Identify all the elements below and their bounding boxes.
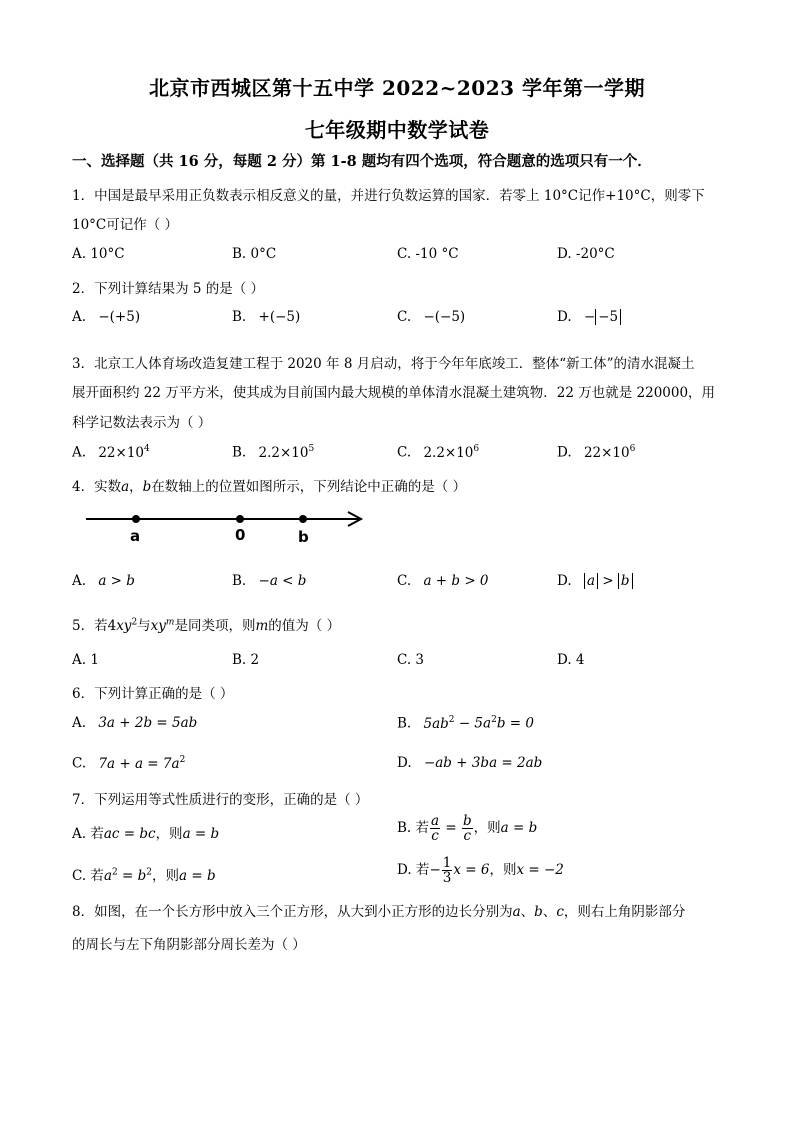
- q5-option-c: C. 3: [397, 652, 425, 668]
- q5-term1-var: xy: [116, 618, 132, 634]
- q6-option-c-label: C.: [72, 755, 87, 772]
- q8-pre: 8．如图，在一个长方形中放入三个正方形，从大到小正方形的边长分别为: [72, 904, 513, 920]
- q5-pre: 5．若: [72, 618, 108, 634]
- q4-option-a: [72, 573, 135, 589]
- q5-stem: [72, 614, 340, 634]
- q2-option-a-expr: −(+5): [98, 309, 141, 325]
- q2-option-b-label: B.: [232, 309, 247, 325]
- q2-option-d: [557, 309, 621, 325]
- q3-stem-line1: 3．北京工人体育场改造复建工程于 2020 年 8 月启动，将于今年年底竣工．整体“新工体”的清水混凝土: [72, 356, 695, 372]
- q6-option-d-expr: −ab + 3ba = 2ab: [423, 755, 543, 771]
- section-heading: 一、选择题（共 16 分，每题 2 分）第 1-8 题均有四个选项，符合题意的选项只有一个．: [72, 153, 652, 170]
- q4-option-b-label: B.: [232, 573, 247, 589]
- q6-option-b-e1: 2: [448, 715, 455, 725]
- q7-option-b-d2: c: [463, 828, 472, 845]
- q7-option-a-mid: ，则: [155, 826, 183, 842]
- q7-option-a: [72, 822, 219, 842]
- q6-option-a-label: A.: [72, 715, 87, 731]
- q2-option-d-neg: −: [583, 309, 596, 325]
- q2-option-c-label: C.: [397, 309, 412, 325]
- q7-option-a-pre: A. 若: [72, 826, 104, 842]
- q8-sep1: 、: [520, 904, 535, 920]
- q7-option-d-res: x = −2: [516, 862, 564, 879]
- q4-option-d-abs-b: b: [618, 573, 633, 589]
- q7-option-d: [397, 856, 564, 885]
- q3-option-a-label: A.: [72, 444, 87, 461]
- q2-option-b-expr: +(−5): [258, 309, 301, 325]
- q4-option-d-gt: >: [598, 573, 618, 589]
- q3-option-a: [72, 444, 150, 461]
- q6-option-b-3: b = 0: [496, 715, 534, 732]
- q2-option-c-expr: −(−5): [423, 309, 466, 325]
- q8-stem-line2: 的周长与左下角阴影部分周长差为（ ）: [72, 937, 306, 953]
- q2-option-b: [232, 309, 300, 325]
- q1-option-c: C. -10 °C: [397, 246, 459, 262]
- q3-option-c: [397, 444, 479, 461]
- q1-option-d: D. -20°C: [557, 246, 615, 262]
- q3-option-b: [232, 444, 314, 461]
- q6-option-b: [397, 715, 534, 732]
- q7-option-b-res: a = b: [500, 820, 538, 837]
- q7-option-a-res: a = b: [182, 826, 220, 842]
- exam-title: 北京市西城区第十五中学 2022~2023 学年第一学期: [148, 76, 645, 100]
- q3-stem-line2: 展开面积约 22 万平方米，使其成为目前国内最大规模的单体清水混凝土建筑物．22 万也就是 220000，用: [72, 385, 716, 401]
- q2-option-a: [72, 309, 140, 325]
- q2-option-d-abs: −5: [595, 309, 621, 325]
- q7-option-b: [397, 814, 537, 843]
- q7-option-a-eq: ac = bc: [103, 826, 156, 842]
- point-zero: [236, 515, 244, 523]
- q4-stem-pre: 4．实数: [72, 479, 122, 495]
- q7-option-d-frac: [442, 856, 453, 885]
- q6-option-c: [72, 755, 185, 772]
- q3-option-d-base: 22×10: [583, 444, 630, 461]
- q6-option-b-2: − 5a: [454, 715, 492, 732]
- q7-option-c-res: a = b: [179, 868, 216, 884]
- q1-option-a: A. 10°C: [72, 246, 125, 262]
- q1-stem-line1: 1．中国是最早采用正负数表示相反意义的量，并进行负数运算的国家．若零上 10°C记作+10°C，则零下: [72, 188, 705, 204]
- q5-post1: 是同类项，则: [174, 618, 256, 634]
- q7-option-d-neg: −: [429, 862, 441, 879]
- q7-option-b-pre: B. 若: [397, 820, 430, 837]
- q7-option-b-frac2: [462, 814, 473, 843]
- q6-option-a-expr: 3a + 2b = 5ab: [98, 715, 198, 731]
- q7-option-b-n2: b: [462, 813, 472, 829]
- q7-option-d-pre: D. 若: [397, 862, 430, 879]
- q5-term1-exp: 2: [131, 617, 138, 628]
- q3-option-b-exp: 5: [308, 444, 315, 454]
- q7-option-c-eq: = b: [117, 868, 147, 884]
- q7-option-b-frac1: [430, 814, 440, 843]
- q7-option-b-eq: =: [441, 820, 461, 837]
- q6-option-d: [397, 755, 542, 771]
- q8-sep2: 、: [542, 904, 557, 920]
- q4-option-c: [397, 573, 489, 589]
- q4-option-d-label: D.: [557, 573, 572, 589]
- q7-option-c-e1: 2: [112, 867, 118, 878]
- q7-option-d-mid: ，则: [489, 862, 517, 879]
- q3-option-c-exp: 6: [473, 444, 480, 454]
- q5-coef: 4: [107, 618, 117, 634]
- q5-term2-var: xy: [150, 618, 166, 634]
- q5-var-m: m: [255, 618, 269, 634]
- q5-mid: 与: [137, 618, 151, 634]
- point-a: [132, 515, 140, 523]
- q2-option-d-label: D.: [557, 309, 572, 325]
- q4-option-c-expr: a + b > 0: [423, 573, 489, 589]
- q8-var-a: a: [512, 904, 521, 920]
- q6-option-b-1: 5ab: [423, 715, 449, 732]
- q3-option-d: [557, 444, 635, 461]
- q4-var-b: b: [142, 479, 152, 495]
- q4-var-a: a: [121, 479, 130, 495]
- q5-option-b: B. 2: [232, 652, 260, 668]
- q1-stem-line2: 10°C可记作（ ）: [72, 217, 179, 233]
- q1-option-b: B. 0°C: [232, 246, 277, 262]
- q6-option-c-e: 2: [179, 755, 186, 765]
- q2-stem: 2．下列计算结果为 5 的是（ ）: [72, 281, 265, 297]
- q2-option-c: [397, 309, 465, 325]
- q4-option-d: [557, 573, 633, 589]
- q6-option-c-1: 7a + a = 7a: [98, 755, 180, 772]
- label-a: a: [130, 527, 141, 545]
- q5-term2-exp: m: [165, 617, 175, 628]
- q8-post: ，则右上角阴影部分: [563, 904, 686, 920]
- q3-option-a-exp: 4: [144, 444, 150, 454]
- q5-post2: 的值为（ ）: [268, 618, 341, 634]
- exam-subtitle: 七年级期中数学试卷: [304, 118, 490, 142]
- q4-stem: [72, 475, 466, 495]
- q6-option-a: [72, 715, 197, 731]
- label-zero: 0: [235, 526, 246, 544]
- q3-option-d-label: D.: [557, 444, 572, 461]
- q7-option-b-d1: c: [431, 828, 439, 845]
- q3-option-c-label: C.: [397, 444, 412, 461]
- q4-sep: ，: [129, 479, 143, 495]
- q2-option-a-label: A.: [72, 309, 87, 325]
- q3-option-b-label: B.: [232, 444, 247, 461]
- q4-option-b: [232, 573, 306, 589]
- q3-stem-line3: 科学记数法表示为（ ）: [72, 415, 212, 431]
- q6-option-d-label: D.: [397, 755, 412, 771]
- q3-option-a-base: 22×10: [98, 444, 145, 461]
- q4-option-a-expr: a > b: [98, 573, 135, 589]
- q7-option-d-n: 1: [442, 855, 452, 871]
- q6-stem: 6．下列计算正确的是（ ）: [72, 686, 234, 702]
- q7-option-b-n1: a: [431, 813, 440, 829]
- q5-option-d: D. 4: [557, 652, 585, 668]
- q4-option-c-label: C.: [397, 573, 412, 589]
- q4-option-a-label: A.: [72, 573, 87, 589]
- q6-option-b-e2: 2: [491, 715, 497, 725]
- point-b: [299, 515, 307, 523]
- q7-option-c-pre: C. 若: [72, 868, 104, 884]
- q6-option-b-label: B.: [397, 715, 412, 732]
- q7-option-d-x: x = 6: [453, 862, 490, 879]
- q4-option-b-expr: −a < b: [258, 573, 307, 589]
- q5-option-a: A. 1: [72, 652, 99, 668]
- q7-option-b-mid: ，则: [473, 820, 501, 837]
- q8-var-c: c: [556, 904, 564, 920]
- q7-option-c-a: a: [103, 868, 112, 884]
- q8-var-b: b: [534, 904, 543, 920]
- q7-option-c: [72, 864, 216, 884]
- q7-stem: 7．下列运用等式性质进行的变形，正确的是（ ）: [72, 792, 369, 808]
- number-line-figure: [80, 505, 380, 555]
- q3-option-d-exp: 6: [629, 444, 636, 454]
- q7-option-d-d: 3: [442, 870, 452, 887]
- q3-option-c-base: 2.2×10: [423, 444, 474, 461]
- q8-stem-line1: [72, 900, 685, 920]
- q7-option-c-mid: ，则: [152, 868, 180, 884]
- q4-stem-post: 在数轴上的位置如图所示，下列结论中正确的是（ ）: [151, 479, 467, 495]
- label-b: b: [298, 528, 309, 546]
- q3-option-b-base: 2.2×10: [258, 444, 309, 461]
- q4-option-d-abs-a: a: [584, 573, 598, 589]
- q7-option-c-e2: 2: [146, 867, 153, 878]
